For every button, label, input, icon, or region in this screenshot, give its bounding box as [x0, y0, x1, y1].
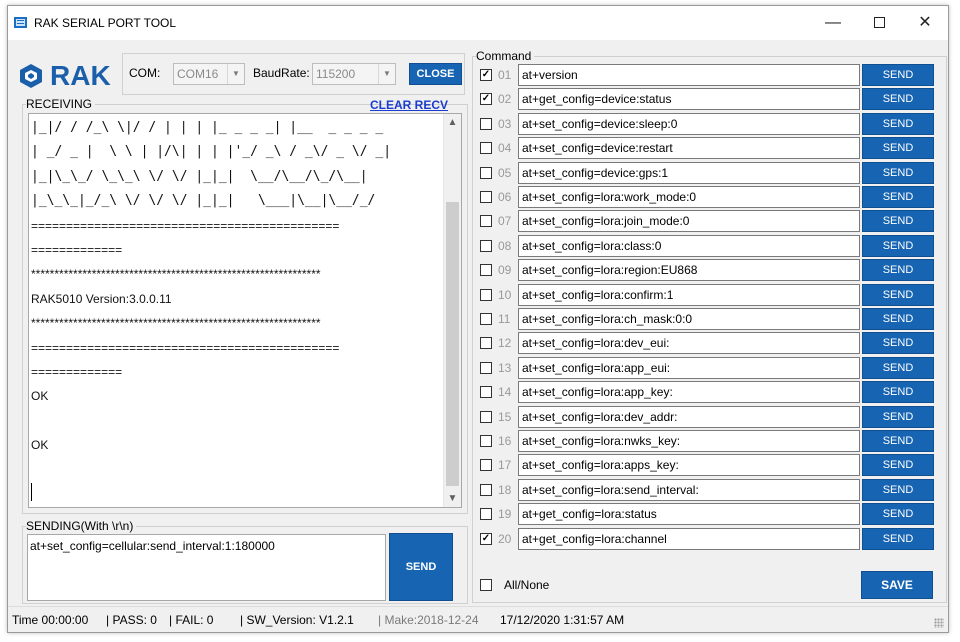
resize-grip-icon[interactable]: [934, 618, 944, 628]
command-checkbox[interactable]: [480, 386, 492, 398]
status-pass: | PASS: 0: [106, 613, 157, 627]
command-send-button[interactable]: SEND: [862, 357, 934, 379]
receive-line: **************************************************************: [31, 267, 321, 282]
command-row: [478, 453, 943, 477]
command-checkbox[interactable]: ✓: [481, 93, 491, 105]
command-input[interactable]: at+get_config=lora:channel: [518, 528, 860, 550]
status-time: Time 00:00:00: [12, 613, 89, 627]
receive-line: ============================================: [31, 340, 340, 355]
command-send-button[interactable]: SEND: [862, 186, 934, 208]
command-input[interactable]: at+set_config=lora:dev_eui:: [518, 332, 860, 354]
command-number: 18: [498, 482, 512, 497]
all-none-label: All/None: [504, 578, 550, 592]
command-input[interactable]: at+set_config=lora:nwks_key:: [518, 430, 860, 452]
com-label: COM:: [129, 66, 161, 80]
command-send-button[interactable]: SEND: [862, 308, 934, 330]
status-sw-version: | SW_Version: V1.2.1: [240, 613, 354, 627]
command-row: [478, 209, 943, 233]
command-input[interactable]: at+set_config=lora:send_interval:: [518, 479, 860, 501]
command-number: 14: [498, 385, 512, 400]
receive-textarea[interactable]: [28, 113, 462, 508]
command-number: 04: [498, 141, 512, 156]
command-input[interactable]: at+set_config=lora:region:EU868: [518, 259, 860, 281]
command-send-button[interactable]: SEND: [862, 406, 934, 428]
command-number: 16: [498, 434, 512, 448]
all-none-checkbox[interactable]: [480, 579, 492, 591]
command-send-button[interactable]: SEND: [862, 528, 934, 550]
command-number: 13: [498, 360, 512, 375]
command-row: [478, 478, 943, 502]
command-input[interactable]: at+set_config=lora:join_mode:0: [518, 210, 860, 232]
command-send-button[interactable]: SEND: [862, 503, 934, 525]
command-legend: Command: [476, 49, 534, 63]
status-datetime: 17/12/2020 1:31:57 AM: [500, 613, 625, 627]
com-select[interactable]: [173, 63, 245, 85]
status-fail: | FAIL: 0: [169, 613, 214, 627]
command-send-button[interactable]: SEND: [862, 454, 934, 476]
command-row: [478, 331, 943, 355]
scroll-up-icon[interactable]: ▲: [447, 117, 458, 128]
command-checkbox[interactable]: [480, 313, 492, 325]
save-button[interactable]: SAVE: [861, 571, 933, 599]
command-checkbox[interactable]: [480, 484, 492, 496]
command-input[interactable]: at+set_config=lora:app_eui:: [518, 357, 860, 379]
command-row: [478, 307, 943, 331]
command-number: 15: [498, 409, 512, 424]
send-button[interactable]: SEND: [389, 533, 453, 601]
command-checkbox[interactable]: [480, 435, 492, 447]
close-port-button[interactable]: CLOSE: [409, 63, 462, 85]
command-input[interactable]: at+set_config=lora:confirm:1: [518, 284, 860, 306]
com-select-value: COM16: [177, 67, 219, 81]
command-checkbox[interactable]: [480, 337, 492, 349]
receive-line: |_\_\_|_/_\ \/ \/ \/ |_|_| \___|\__|\__/_/: [31, 193, 376, 209]
maximize-button[interactable]: [856, 10, 902, 36]
scroll-down-icon[interactable]: ▼: [447, 493, 458, 504]
command-row: [478, 234, 943, 258]
rak-logo-icon: [18, 63, 44, 89]
command-checkbox[interactable]: ✓: [481, 69, 491, 80]
command-row: [478, 161, 943, 185]
command-number: 20: [498, 531, 512, 546]
close-window-button[interactable]: ✕: [918, 14, 932, 31]
command-number: 07: [498, 214, 512, 229]
command-send-button[interactable]: SEND: [862, 113, 934, 135]
command-number: 09: [498, 263, 512, 278]
sending-legend: SENDING(With \r\n): [26, 519, 136, 533]
command-send-button[interactable]: SEND: [862, 235, 934, 257]
receive-line: [31, 457, 437, 481]
command-number: 06: [498, 190, 512, 204]
command-row: [478, 258, 943, 282]
command-number: 03: [498, 116, 512, 131]
command-input[interactable]: at+set_config=lora:apps_key:: [518, 454, 860, 476]
minimize-button[interactable]: —: [825, 14, 841, 31]
command-row: [478, 356, 943, 380]
command-send-button[interactable]: SEND: [862, 381, 934, 403]
status-bar: [8, 606, 948, 632]
send-input[interactable]: at+set_config=cellular:send_interval:1:180000: [27, 534, 386, 601]
command-checkbox[interactable]: [480, 362, 492, 374]
baudrate-select-value: 115200: [316, 67, 356, 81]
command-number: 01: [498, 68, 512, 82]
receive-line: ============================================: [31, 218, 340, 233]
command-input[interactable]: at+get_config=lora:status: [518, 503, 860, 525]
command-row: [478, 405, 943, 429]
command-send-button[interactable]: SEND: [862, 259, 934, 281]
command-checkbox[interactable]: [480, 240, 492, 252]
command-checkbox[interactable]: [480, 459, 492, 471]
command-input[interactable]: at+set_config=device:restart: [518, 137, 860, 159]
port-settings-group: [122, 53, 465, 95]
command-send-button[interactable]: SEND: [862, 332, 934, 354]
command-input[interactable]: at+set_config=lora:app_key:: [518, 381, 860, 403]
command-row: [478, 527, 943, 551]
command-input[interactable]: at+set_config=lora:work_mode:0: [518, 186, 860, 208]
command-input[interactable]: at+set_config=device:gps:1: [518, 162, 860, 184]
command-row: [478, 87, 943, 111]
app-window: [7, 5, 949, 633]
command-row: [478, 502, 943, 526]
command-checkbox[interactable]: [480, 191, 492, 203]
command-send-button[interactable]: SEND: [862, 88, 934, 110]
command-input[interactable]: at+get_config=device:status: [518, 88, 860, 110]
command-row: [478, 283, 943, 307]
command-row: [478, 63, 943, 87]
command-number: 05: [498, 165, 512, 180]
command-send-button[interactable]: SEND: [862, 137, 934, 159]
rak-logo-text: RAK: [50, 60, 111, 91]
command-input[interactable]: at+version: [518, 64, 860, 86]
command-row: [478, 112, 943, 136]
receive-line: OK: [31, 438, 49, 453]
command-send-button[interactable]: SEND: [862, 210, 934, 232]
receive-line: =============: [31, 364, 123, 379]
vertical-scrollbar[interactable]: [443, 114, 461, 507]
command-row: [478, 185, 943, 209]
baudrate-select[interactable]: [312, 63, 396, 85]
chevron-down-icon: ▼: [378, 64, 395, 84]
text-caret: [31, 483, 32, 501]
receive-log: [31, 116, 437, 506]
command-checkbox[interactable]: [480, 264, 492, 276]
command-row: [478, 136, 943, 160]
receive-line: [31, 409, 437, 433]
command-number: 12: [498, 336, 512, 351]
command-checkbox[interactable]: [480, 215, 492, 227]
baudrate-label: BaudRate:: [253, 66, 310, 80]
command-number: 17: [498, 458, 512, 473]
receiving-legend: RECEIVING: [26, 97, 95, 111]
command-input[interactable]: at+set_config=device:sleep:0: [518, 113, 860, 135]
command-input[interactable]: at+set_config=lora:ch_mask:0:0: [518, 308, 860, 330]
clear-recv-link[interactable]: CLEAR RECV: [370, 98, 449, 112]
command-send-button[interactable]: SEND: [862, 430, 934, 452]
receive-line: **************************************************************: [31, 316, 321, 331]
command-send-button[interactable]: SEND: [862, 162, 934, 184]
scrollbar-thumb[interactable]: [446, 202, 459, 486]
rak-logo: [18, 60, 120, 90]
title-bar[interactable]: [8, 6, 948, 40]
receive-line: RAK5010 Version:3.0.0.11: [31, 291, 172, 306]
command-checkbox[interactable]: [480, 508, 492, 520]
maximize-icon: [874, 17, 885, 28]
command-number: 11: [498, 312, 511, 326]
command-checkbox[interactable]: ✓: [481, 532, 491, 544]
command-send-button[interactable]: SEND: [862, 479, 934, 501]
command-number: 08: [498, 238, 512, 253]
command-send-button[interactable]: SEND: [862, 284, 934, 306]
status-make: | Make:2018-12-24: [378, 613, 479, 627]
chevron-down-icon: ▼: [227, 64, 244, 84]
command-row: [478, 429, 943, 453]
receive-line: [31, 482, 437, 506]
command-checkbox[interactable]: [480, 142, 492, 154]
command-checkbox[interactable]: [480, 289, 492, 301]
command-input[interactable]: at+set_config=lora:class:0: [518, 235, 860, 257]
command-checkbox[interactable]: [480, 118, 492, 130]
receive-line: OK: [31, 389, 49, 404]
command-send-button[interactable]: SEND: [862, 64, 934, 86]
command-row: [478, 380, 943, 404]
client-area: [8, 40, 948, 600]
receive-line: |_|\_\_/ \_\_\ \/ \/ |_|_| \__/\__/\_/\__|: [31, 168, 368, 184]
window-title: RAK SERIAL PORT TOOL: [34, 16, 177, 30]
app-icon: [14, 17, 27, 28]
command-input[interactable]: at+set_config=lora:dev_addr:: [518, 406, 860, 428]
command-number: 10: [498, 287, 512, 302]
receive-line: | _/ _ | \ \ | |/\| | | |'_/ _\ / _\/ _ \/ _|: [31, 144, 392, 160]
command-number: 19: [498, 507, 512, 522]
command-number: 02: [498, 92, 512, 107]
command-checkbox[interactable]: [480, 167, 492, 179]
receive-line: |_|/ / /_\ \|/ / | | | |_ _ _ _| |__ _ _ _ _: [31, 120, 384, 135]
command-checkbox[interactable]: [480, 411, 492, 423]
receive-line: =============: [31, 242, 123, 257]
